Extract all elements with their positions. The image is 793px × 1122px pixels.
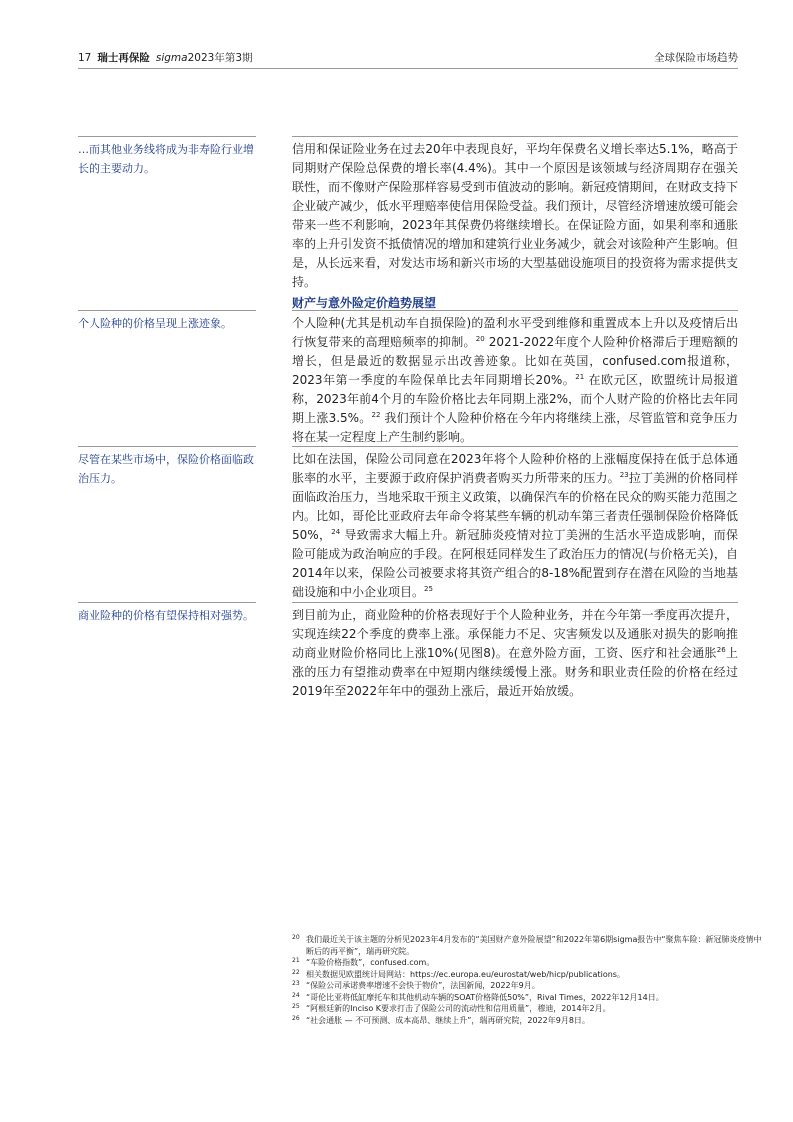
paragraph-divider <box>292 136 738 137</box>
footnote <box>292 957 762 969</box>
sidenote-3 <box>78 446 256 488</box>
sidenote-text: 商业险种的价格有望保持相对强势。 <box>78 609 254 622</box>
footnote <box>292 934 762 957</box>
footnote-number: 26 <box>292 1014 300 1022</box>
page-header <box>78 50 738 64</box>
paragraph-divider <box>292 446 738 447</box>
section-title: 全球保险市场趋势 <box>654 52 738 64</box>
section-subheading: 财产与意外险定价趋势展望 <box>292 296 437 310</box>
footnote-ref: 23 <box>619 471 629 479</box>
brand-name: 瑞士再保险 <box>97 52 150 64</box>
footnote-ref: 25 <box>424 585 433 593</box>
paragraph-commercial-lines <box>292 602 738 701</box>
paragraph-credit-surety <box>292 136 738 292</box>
sidenote-2 <box>78 310 256 333</box>
footnote-ref: 24 <box>331 528 341 536</box>
sidenote-divider <box>78 136 256 137</box>
footnote-text: “哥伦比亚将低缸摩托车和其他机动车辆的SOAT价格降低50%”，Rival Times，2022年12月14日。 <box>306 992 664 1002</box>
page-number: 17 <box>78 52 92 64</box>
paragraph-text: 比如在法国，保险公司同意在2023年将个人险种价格的上涨幅度保持在低于总体通胀率的水平，主要源于政府保护消费者购买力所带来的压力。$^{23}$拉丁美洲的价格同样面临政治压力，当地采取干预主义政策，以确保汽车的价格在民众的购买能力范围之内。比如，哥伦比亚政府去年命令将某些车辆的机动车第三者责任强制保险价格降低50%，$^{24}$ 导致需求大幅上升。新冠肺炎疫情对拉丁美洲的生活水平造成影响，而保险可能成为政治响应的手段。在阿根廷同样发生了政治压力的情况(与价格无关)，自2014年以来，保险公司被要求将其资产组合的8-18%配置到存在潜在风险的当地基础设施和中小企业项目。$^{25}$ <box>292 452 738 599</box>
sidenote-text: 个人险种的价格呈现上涨迹象。 <box>78 317 232 330</box>
footnote <box>292 1015 762 1027</box>
footnote-text: “车险价格指数”，confused.com。 <box>306 958 435 967</box>
footnote-ref: 22 <box>371 411 381 419</box>
paragraph-divider <box>292 310 738 311</box>
footnote-text: “保险公司承诺费率增速不会快于物价”，法国新闻，2022年9月。 <box>306 981 540 990</box>
footnote-text: 相关数据见欧盟统计局网站：https://ec.europa.eu/eurostat/web/hicp/publications。 <box>306 969 625 979</box>
footnote-number: 23 <box>292 980 300 987</box>
sidenote-text: …而其他业务线将成为非寿险行业增长的主要动力。 <box>78 143 254 175</box>
sidenote-4 <box>78 602 256 625</box>
header-left <box>78 50 253 65</box>
paragraph-text: 到目前为止，商业险种的价格表现好于个人险种业务，并在今年第一季度再次提升，实现连续22个季度的费率上涨。承保能力不足、灾害频发以及通胀对损失的影响推动商业财险价格同比上涨10%(见图8)。在意外险方面，工资、医疗和社会通胀$^{26}$上涨的压力有望推动费率在中短期内继续缓慢上涨。财务和职业责任险的价格在经过2019年至2022年年中的强劲上涨后，最近开始放缓。 <box>292 608 738 698</box>
sidenote-1 <box>78 136 256 178</box>
footnote-ref: 26 <box>716 646 726 654</box>
sidenote-divider <box>78 446 256 447</box>
footnote <box>292 980 762 992</box>
sidenote-text: 尽管在某些市场中，保险价格面临政治压力。 <box>78 453 254 485</box>
footnote-text: 我们最近关于该主题的分析见2023年4月发布的“美国财产意外险展望”和2022年第6期sigma报告中“聚焦车险：新冠肺炎疫情中断后的再平衡”，瑞再研究院。 <box>306 935 762 956</box>
issue-label: 2023年第3期 <box>187 52 253 64</box>
footnote-number: 22 <box>292 968 300 976</box>
paragraph-political-pressure <box>292 446 738 602</box>
header-divider <box>78 68 738 69</box>
footnote-text: “阿根廷新的Inciso K要求打击了保险公司的流动性和信用质量”，穆迪，2014年2月。 <box>306 1004 611 1013</box>
paragraph-text: 信用和保证险业务在过去20年中表现良好，平均年保费名义增长率达5.1%，略高于同期财产保险总保费的增长率(4.4%)。其中一个原因是该领域与经济周期存在强关联性，而不像财产保险那样容易受到市值波动的影响。新冠疫情期间，在财政支持下企业破产减少，低水平理赔率使信用保险受益。我们预计，尽管经济增速放缓可能会带来一些不利影响，2023年其保费仍将继续增长。在保证险方面，如果利率和通胀率的上升引发资不抵债情况的增加和建筑行业业务减少，就会对该险种产生影响。但是，从长远来看，对发达市场和新兴市场的大型基础设施项目的投资将为需求提供支持。 <box>292 142 738 289</box>
footnote <box>292 992 762 1004</box>
sidenote-divider <box>78 602 256 603</box>
paragraph-text: 个人险种(尤其是机动车自损保险)的盈利水平受到维修和重置成本上升以及疫情后出行恢复带来的高理赔频率的抑制。$^{20}$ 2021-2022年度个人险种价格滞后于理赔额的增长，但是最近的数据显示出改善迹象。比如在英国，confused.com报道称，2023年第一季度的车险保单比去年同期增长20%。$^{21}$ 在欧元区，欧盟统计局报道称，2023年前4个月的车险价格比去年同期上涨2%，而个人财产险的价格比去年同期上涨3.5%。$^{22}$ 我们预计个人险种价格在今年内将继续上涨，尽管监管和竞争压力将在某一定程度上产生制约影响。 <box>292 316 738 444</box>
paragraph-divider <box>292 602 738 603</box>
footnote <box>292 969 762 981</box>
footnote-ref: 20 <box>475 335 485 343</box>
footnote-number: 25 <box>292 1003 300 1010</box>
footnote-number: 21 <box>292 957 300 964</box>
footnote-text: “社会通胀 — 不可预测、成本高昂、继续上升”，瑞再研究院，2022年9月8日。 <box>306 1015 590 1025</box>
footnote-number: 20 <box>292 934 300 941</box>
footnote-ref: 21 <box>575 373 585 381</box>
sidenote-divider <box>78 310 256 311</box>
footnotes <box>292 934 762 1026</box>
footnote <box>292 1003 762 1015</box>
paragraph-personal-lines <box>292 310 738 447</box>
publication-name: sigma <box>155 52 188 64</box>
footnote-number: 24 <box>292 991 300 999</box>
